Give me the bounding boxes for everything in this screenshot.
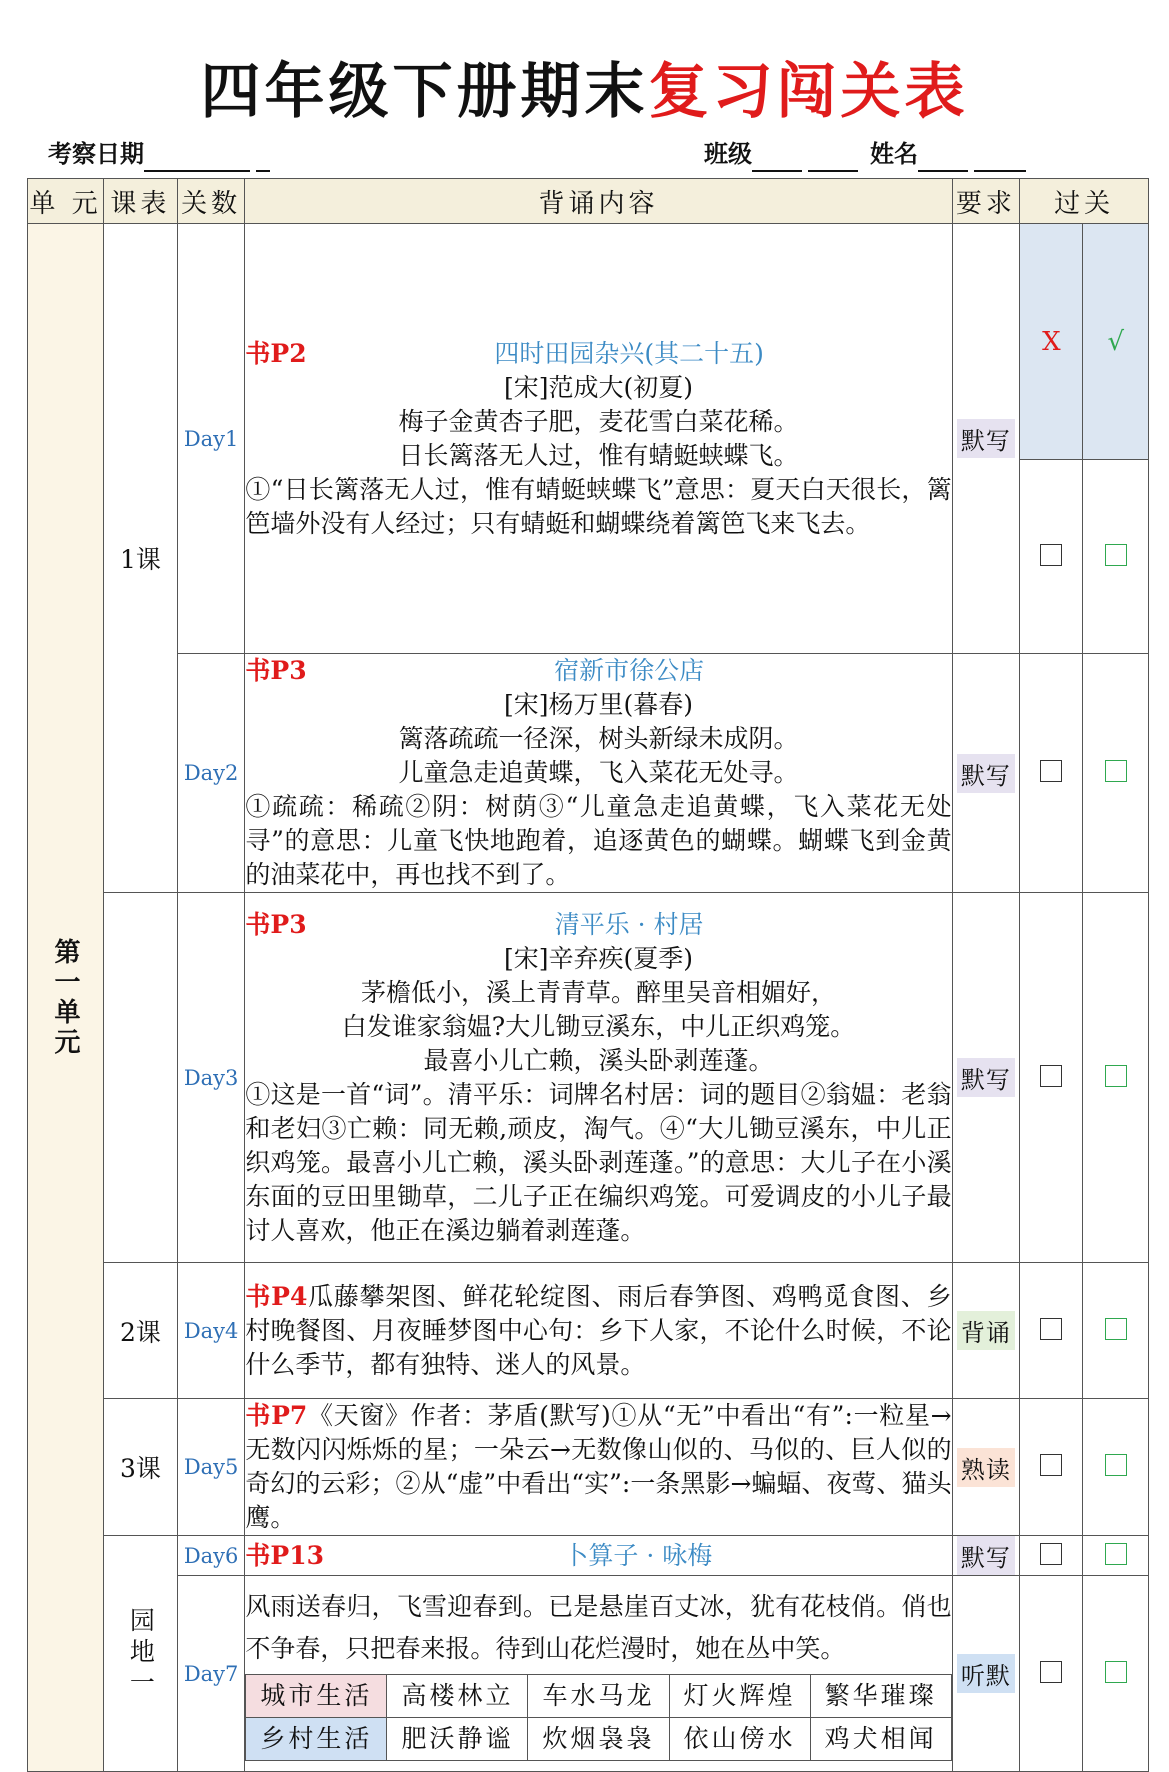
word-cell: 灯火辉煌 xyxy=(669,1675,810,1718)
day-label: Day3 xyxy=(177,893,245,1263)
poem-note: ①“日长篱落无人过，惟有蜻蜓蛱蝶飞”意思：夏天白天很长，篱笆墙外没有人经过；只有蜻蜓和蝴蝶绕着篱笆飞来飞去。 xyxy=(245,474,952,538)
word-category: 乡村生活 xyxy=(246,1718,387,1761)
lesson-cell: 3课 xyxy=(103,1399,177,1536)
content-text: 瓜藤攀架图、鲜花轮绽图、雨后春笋图、鸡鸭觅食图、乡村晚餐图、月夜睡梦图中心句：乡下人家，不论什么时候，不论什么季节，都有独特、迷人的风景。 xyxy=(245,1281,952,1379)
words-row xyxy=(246,1675,951,1718)
fail-header xyxy=(1020,224,1083,460)
content-cell xyxy=(245,654,952,893)
book-page: 书P2 xyxy=(245,338,307,368)
fail-checkbox-cell[interactable] xyxy=(1020,1263,1083,1399)
title-black: 四年级下册期末 xyxy=(200,57,649,127)
lesson-cell-empty xyxy=(103,893,177,1263)
checkbox-icon[interactable] xyxy=(1040,1318,1062,1340)
fail-checkbox-cell[interactable] xyxy=(1020,654,1083,893)
checkbox-icon[interactable] xyxy=(1105,1318,1127,1340)
review-table xyxy=(27,178,1149,1772)
poem-line: 白发谁家翁媪?大儿锄豆溪东，中儿正织鸡笼。 xyxy=(341,1011,856,1041)
checkbox-icon[interactable] xyxy=(1105,760,1127,782)
date-label: 考察日期 xyxy=(48,139,144,168)
poem-note: ①这是一首“词”。清平乐：词牌名村居：词的题目②翁媪：老翁和老妇③亡赖：同无赖,顽皮，淘气。④“大儿锄豆溪东，中儿正织鸡笼。最喜小儿亡赖，溪头卧剥莲蓬。”的意思：大儿子在小溪东面的豆田里锄草，二儿子正在编织鸡笼。可爱调皮的小儿子最讨人喜欢，他正在溪边躺着剥莲蓬。 xyxy=(245,1079,952,1245)
fail-checkbox-cell[interactable] xyxy=(1020,893,1083,1263)
checkbox-icon[interactable] xyxy=(1040,544,1062,566)
check-icon: √ xyxy=(1107,326,1125,357)
table-row xyxy=(28,893,1149,1263)
day-label: Day4 xyxy=(177,1263,245,1399)
poem-note: ①疏疏：稀疏②阴：树荫③“儿童急走追黄蝶，飞入菜花无处寻”的意思：儿童飞快地跑着，追逐黄色的蝴蝶。蝴蝶飞到金黄的油菜花中，再也找不到了。 xyxy=(245,792,952,889)
pass-checkbox-cell[interactable] xyxy=(1083,1576,1149,1772)
poem-author: [宋]杨万里(暮春) xyxy=(504,690,694,719)
req-cell xyxy=(952,1399,1020,1536)
word-category: 城市生活 xyxy=(246,1675,387,1718)
table-row xyxy=(28,654,1149,893)
req-tag: 默写 xyxy=(957,419,1015,458)
day-label: Day5 xyxy=(177,1399,245,1536)
content-cell xyxy=(245,1399,952,1536)
req-tag: 默写 xyxy=(957,754,1015,793)
poem-line: 梅子金黄杏子肥，麦花雪白菜花稀。 xyxy=(398,406,799,436)
pass-header xyxy=(1083,224,1149,460)
words-table xyxy=(245,1674,951,1761)
book-page: 书P13 xyxy=(245,1540,324,1570)
book-page: 书P7 xyxy=(245,1401,308,1430)
fail-checkbox-cell[interactable] xyxy=(1020,1399,1083,1536)
day-label: Day2 xyxy=(177,654,245,893)
req-tag: 背诵 xyxy=(957,1311,1015,1350)
pass-checkbox-cell[interactable] xyxy=(1083,893,1149,1263)
word-cell: 高楼林立 xyxy=(387,1675,528,1718)
poem-author: [宋]范成大(初夏) xyxy=(504,372,694,402)
checkbox-icon[interactable] xyxy=(1040,1661,1062,1683)
checkbox-icon[interactable] xyxy=(1105,1065,1127,1087)
title-red: 复习闯关表 xyxy=(648,57,969,127)
word-cell: 鸡犬相闻 xyxy=(810,1718,951,1761)
req-cell xyxy=(952,654,1020,893)
pass-checkbox-cell[interactable] xyxy=(1083,1536,1149,1576)
header-level: 关数 xyxy=(177,179,245,224)
word-cell: 繁华璀璨 xyxy=(810,1675,951,1718)
unit-label: 第一单元 xyxy=(49,937,80,1058)
poem-line: 茅檐低小，溪上青青草。醉里吴音相媚好， xyxy=(361,977,837,1007)
class-field[interactable] xyxy=(704,136,1032,172)
content-text: 《天窗》作者：茅盾(默写)①从“无”中看出“有”:一粒星→无数闪闪烁烁的星；一朵云→无数像山似的、马似的、巨人似的奇幻的云彩；②从“虚”中看出“实”:一条黑影→蝙蝠、夜莺、猫头鹰。 xyxy=(245,1401,952,1532)
checkbox-icon[interactable] xyxy=(1040,1065,1062,1087)
header-row xyxy=(28,179,1149,224)
word-cell: 依山傍水 xyxy=(669,1718,810,1761)
checkbox-icon[interactable] xyxy=(1040,1543,1062,1565)
day-label: Day1 xyxy=(177,224,245,654)
date-field[interactable] xyxy=(48,136,276,172)
x-icon: X xyxy=(1042,326,1061,357)
header-pass: 过关 xyxy=(1020,179,1149,224)
table-row xyxy=(28,1536,1149,1576)
header-lesson: 课表 xyxy=(103,179,177,224)
header-unit: 单 元 xyxy=(28,179,104,224)
poem-text: 风雨送春归，飞雪迎春到。已是悬崖百丈冰，犹有花枝俏。俏也不争春，只把春来报。待到山花烂漫时，她在丛中笑。 xyxy=(245,1592,952,1663)
req-tag: 默写 xyxy=(957,1058,1015,1097)
content-cell xyxy=(245,224,952,654)
class-label: 班级 xyxy=(704,139,752,168)
poem-line: 儿童急走追黄蝶，飞入菜花无处寻。 xyxy=(398,758,799,787)
table-row xyxy=(28,1576,1149,1772)
req-cell xyxy=(952,224,1020,654)
unit-cell xyxy=(28,224,104,1772)
poem-author: [宋]辛弃疾(夏季) xyxy=(504,943,694,973)
table-row xyxy=(28,1399,1149,1536)
lesson-cell: 1课 xyxy=(103,224,177,893)
content-cell xyxy=(245,1263,952,1399)
poem-line: 最喜小儿亡赖，溪头卧剥莲蓬。 xyxy=(423,1045,774,1075)
day-label: Day6 xyxy=(177,1536,245,1576)
req-tag: 默写 xyxy=(957,1536,1015,1575)
word-cell: 炊烟袅袅 xyxy=(528,1718,669,1761)
fail-checkbox-cell[interactable] xyxy=(1020,1576,1083,1772)
checkbox-icon[interactable] xyxy=(1105,1661,1127,1683)
pass-checkbox-cell[interactable] xyxy=(1083,654,1149,893)
checkbox-icon[interactable] xyxy=(1105,1454,1127,1476)
pass-checkbox-cell[interactable] xyxy=(1083,1399,1149,1536)
lesson-cell: 2课 xyxy=(103,1263,177,1399)
day-label: Day7 xyxy=(177,1576,245,1772)
lesson-garden: 园地一 xyxy=(126,1607,156,1700)
header-require: 要求 xyxy=(952,179,1020,224)
poem-line: 日长篱落无人过，惟有蜻蜓蛱蝶飞。 xyxy=(398,440,799,470)
poem-title: 卜算子 · 咏梅 xyxy=(563,1540,713,1570)
name-label: 姓名 xyxy=(870,139,918,168)
req-cell xyxy=(952,1263,1020,1399)
checkbox-icon[interactable] xyxy=(1105,544,1127,566)
req-cell xyxy=(952,1576,1020,1772)
checkbox-icon[interactable] xyxy=(1105,1543,1127,1565)
checkbox-icon[interactable] xyxy=(1040,1454,1062,1476)
word-cell: 车水马龙 xyxy=(528,1675,669,1718)
table-row xyxy=(28,224,1149,460)
poem-title: 宿新市徐公店 xyxy=(554,656,705,685)
words-row xyxy=(246,1718,951,1761)
page-title xyxy=(0,52,1169,132)
req-cell xyxy=(952,1536,1020,1576)
poem-title: 四时田园杂兴(其二十五) xyxy=(494,338,764,368)
poem-line: 篱落疏疏一径深，树头新绿未成阴。 xyxy=(398,724,799,753)
header-content: 背诵内容 xyxy=(245,179,952,224)
poem-title: 清平乐 · 村居 xyxy=(554,909,704,939)
fail-checkbox-cell[interactable] xyxy=(1020,1536,1083,1576)
fail-checkbox-cell[interactable] xyxy=(1020,460,1083,654)
req-tag: 熟读 xyxy=(957,1448,1015,1487)
req-tag: 听默 xyxy=(957,1654,1015,1693)
req-cell xyxy=(952,893,1020,1263)
pass-checkbox-cell[interactable] xyxy=(1083,460,1149,654)
pass-checkbox-cell[interactable] xyxy=(1083,1263,1149,1399)
content-cell xyxy=(245,1576,952,1772)
table-row xyxy=(28,1263,1149,1399)
content-cell xyxy=(245,1536,952,1576)
checkbox-icon[interactable] xyxy=(1040,760,1062,782)
book-page: 书P3 xyxy=(245,656,307,685)
book-page: 书P3 xyxy=(245,909,307,939)
content-cell xyxy=(245,893,952,1263)
word-cell: 肥沃静谧 xyxy=(387,1718,528,1761)
book-page: 书P4 xyxy=(245,1281,308,1311)
